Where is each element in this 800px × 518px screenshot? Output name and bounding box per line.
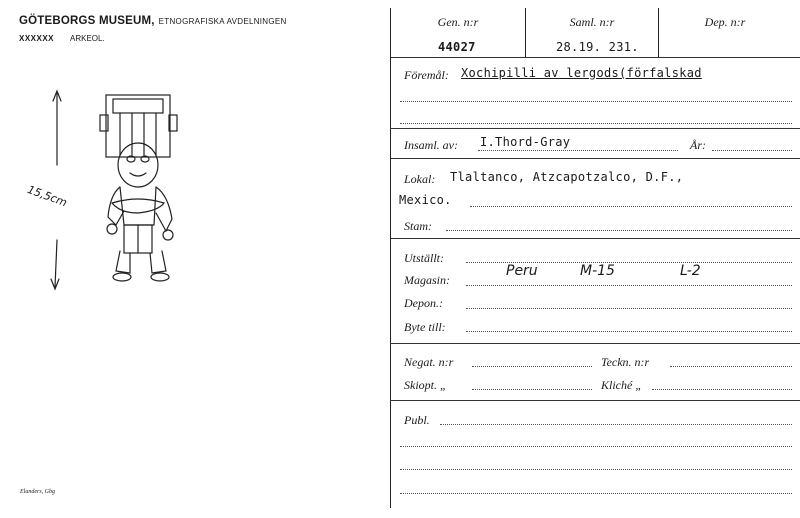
skiopt-label: Skiopt. „ [404,378,447,392]
negat-label: Negat. n:r [404,355,454,369]
section-name: ARKEOL. [70,34,105,43]
lokal-value-2: Mexico. [399,193,452,207]
insaml-label: Insaml. av: [404,138,458,152]
rule [390,158,800,159]
magasin-label: Magasin: [404,273,450,287]
gen-value: 44027 [438,40,476,54]
dotted-line [400,493,792,494]
dotted-line [472,366,592,367]
section-line [19,34,105,43]
magasin-value-2: M-15 [580,263,615,279]
dotted-line [652,389,792,390]
header-rule [390,57,800,58]
card-left-border [390,8,391,508]
magasin-value-3: L-2 [680,263,701,279]
height-arrow-bottom [55,240,57,287]
height-measurement: 15,5cm [25,183,69,210]
rule [390,343,800,344]
printer-imprint: Elanders, Gbg [20,489,55,495]
dotted-line [466,285,792,286]
museum-header [19,15,287,27]
dotted-line [478,150,678,151]
dotted-line [400,446,792,447]
column-divider-1 [525,8,526,58]
dotted-line [466,308,792,309]
dotted-line [400,123,792,124]
ar-label: År: [690,138,706,152]
dotted-line [400,101,792,102]
rule [390,400,800,401]
dotted-line [712,150,792,151]
rule [390,238,800,239]
dotted-line [466,331,792,332]
dotted-line [472,389,592,390]
dotted-line [440,424,792,425]
struck-out-text: XXXXXX [19,34,55,43]
magasin-value-1: Peru [506,263,538,279]
foremal-label: Föremål: [404,68,449,82]
kliche-label: Kliché „ [601,378,642,392]
saml-label: Saml. n:r [569,15,615,29]
gen-label: Gen. n:r [437,15,479,29]
dotted-line [400,469,792,470]
dep-label: Dep. n:r [704,15,746,29]
byte-label: Byte till: [404,320,446,334]
insaml-value: I.Thord-Gray [480,135,571,149]
rule [390,128,800,129]
dotted-line [470,206,792,207]
department-name: ETNOGRAFISKA AVDELNINGEN [158,17,287,26]
lokal-value-1: Tlaltanco, Atzcapotzalco, D.F., [450,170,684,184]
stam-label: Stam: [404,219,432,233]
utstallt-label: Utställt: [404,251,445,265]
figurine-sketch [40,85,200,295]
teckn-label: Teckn. n:r [601,355,650,369]
column-divider-2 [658,8,659,58]
foremal-value: Xochipilli av lergods(förfalskad [461,66,702,80]
publ-label: Publ. [404,413,430,427]
dotted-line [446,230,792,231]
depon-label: Depon.: [404,296,443,310]
saml-value: 28.19. 231. [556,40,639,54]
lokal-label: Lokal: [404,172,436,186]
dotted-line [670,366,792,367]
museum-name: GÖTEBORGS MUSEUM, [19,15,155,27]
